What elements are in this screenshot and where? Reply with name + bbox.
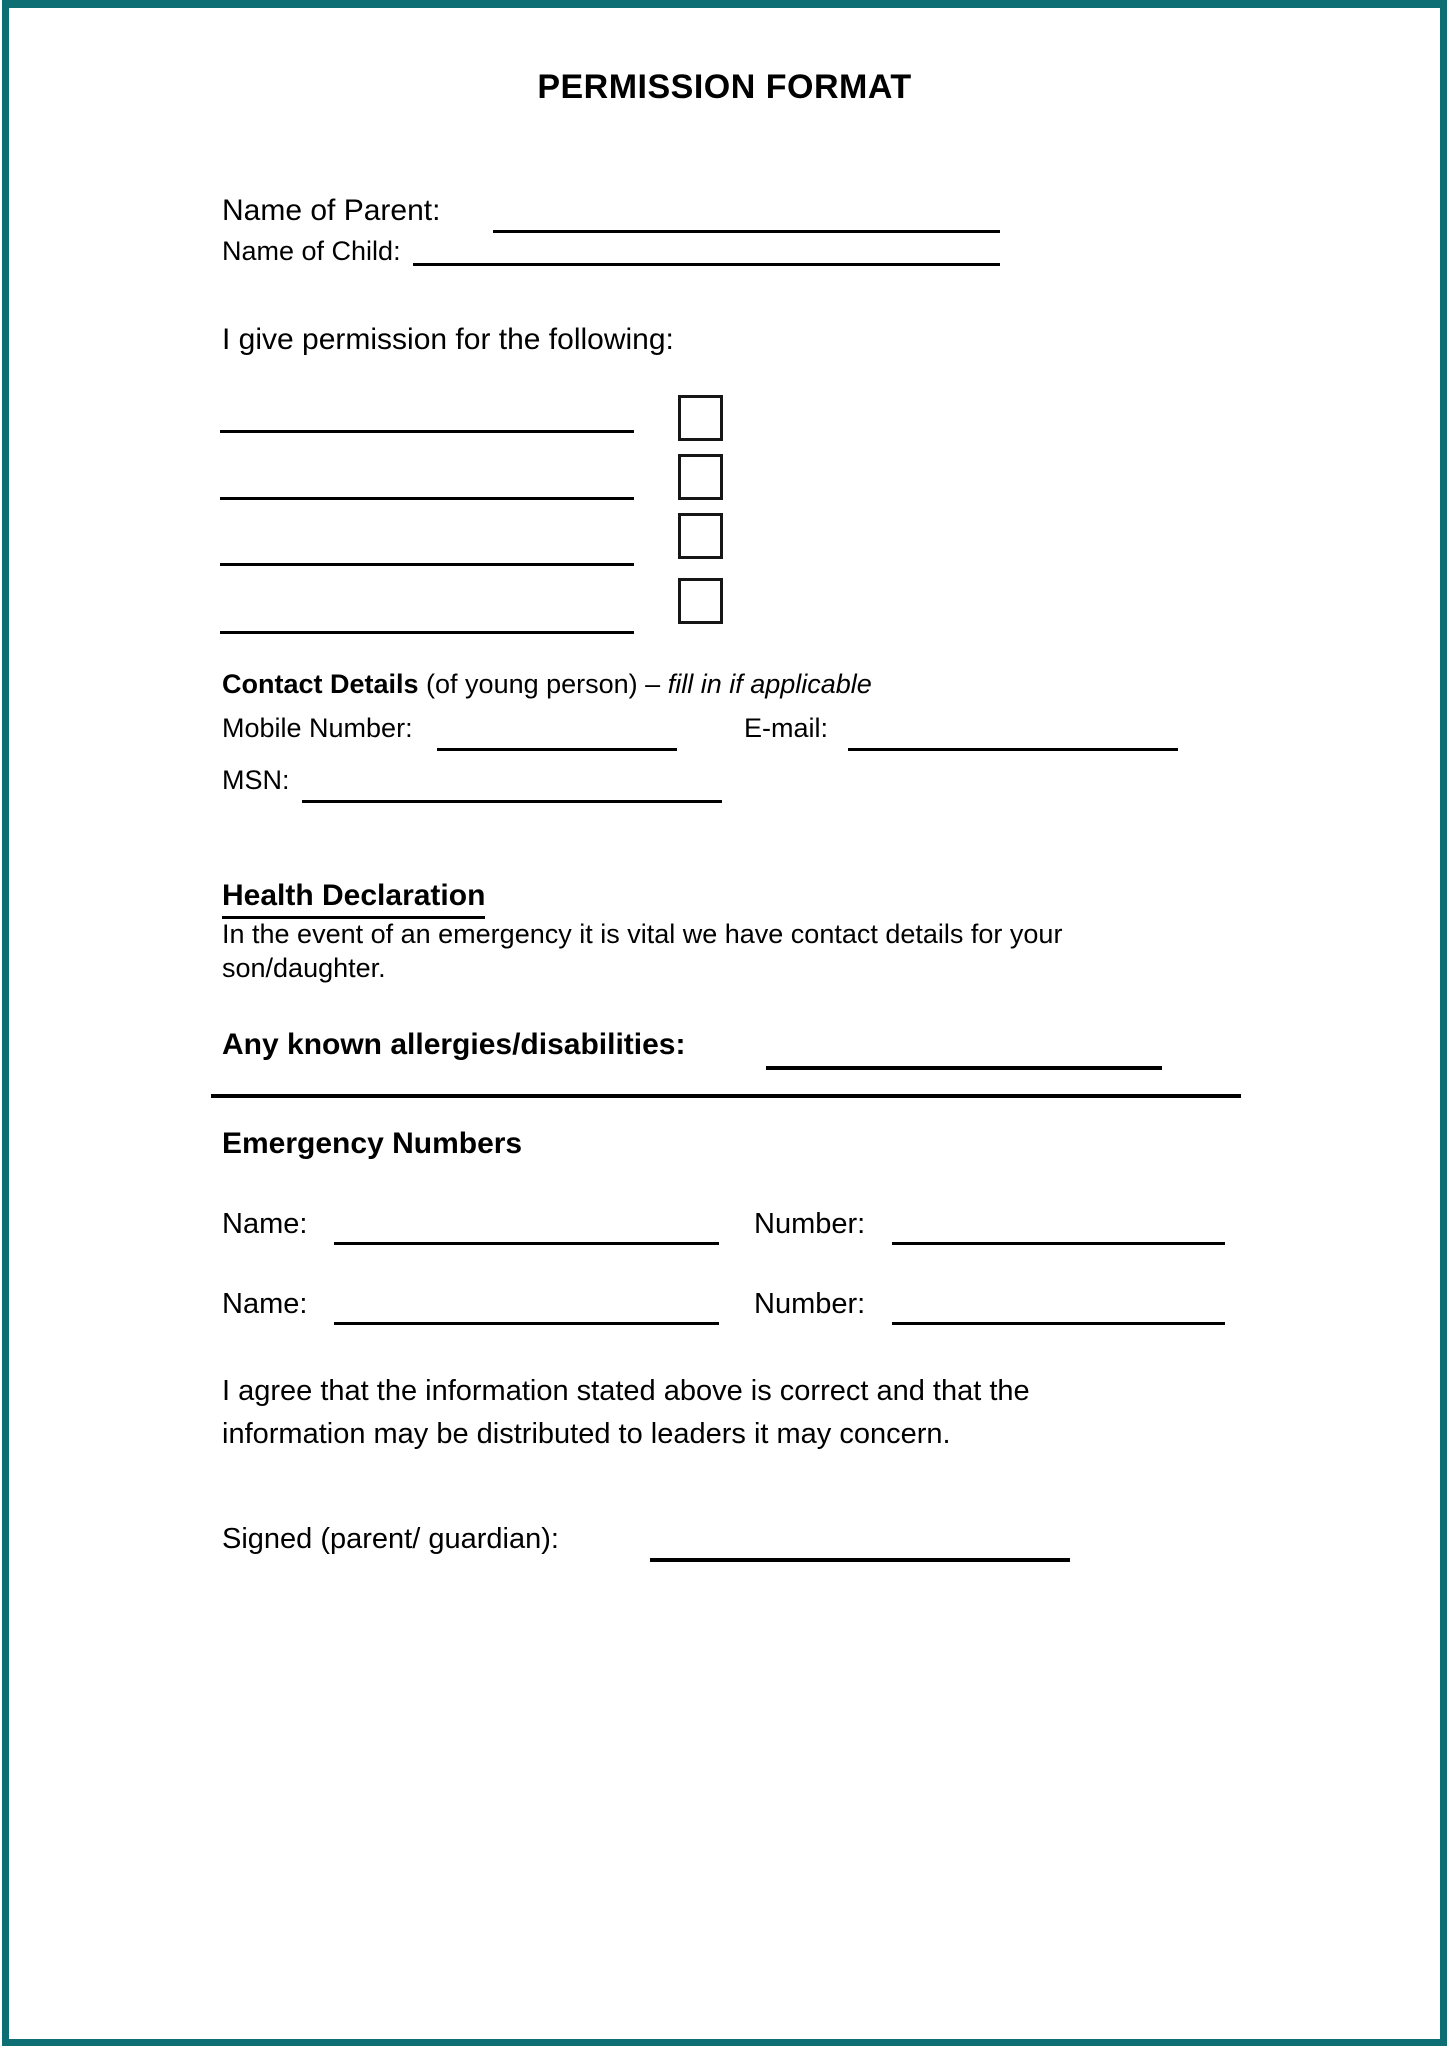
parent-name-label: Name of Parent: xyxy=(222,194,441,227)
health-declaration-heading xyxy=(222,881,485,911)
health-body-line: son/daughter. xyxy=(222,953,386,983)
parent-name-field[interactable] xyxy=(493,230,1000,233)
permission-checkbox[interactable] xyxy=(678,395,723,441)
contact-details-heading-bold: Contact Details xyxy=(222,669,419,699)
allergies-field[interactable] xyxy=(766,1066,1162,1070)
contact-details-heading-normal: (of young person) – xyxy=(418,669,668,699)
msn-field[interactable] xyxy=(302,800,722,803)
permission-line-field[interactable] xyxy=(220,430,634,433)
signature-label: Signed (parent/ guardian): xyxy=(222,1523,559,1555)
agreement-text xyxy=(222,1370,1030,1456)
email-field[interactable] xyxy=(848,748,1178,751)
emergency-name-field[interactable] xyxy=(334,1242,719,1245)
agreement-line: information may be distributed to leaders it may concern. xyxy=(222,1418,951,1450)
health-body-line: In the event of an emergency it is vital we have contact details for your xyxy=(222,919,1063,949)
emergency-number-field[interactable] xyxy=(892,1242,1225,1245)
contact-details-heading-italic: fill in if applicable xyxy=(667,669,872,699)
child-name-field[interactable] xyxy=(413,263,1000,266)
permission-checkbox[interactable] xyxy=(678,454,723,500)
contact-details-heading xyxy=(222,671,872,698)
page-border xyxy=(2,0,1447,2046)
email-label: E-mail: xyxy=(744,713,829,743)
emergency-number-field[interactable] xyxy=(892,1322,1225,1325)
section-divider xyxy=(211,1094,1241,1098)
child-name-label: Name of Child: xyxy=(222,236,401,266)
permission-checkbox[interactable] xyxy=(678,578,723,624)
page-title: PERMISSION FORMAT xyxy=(537,68,912,106)
mobile-number-field[interactable] xyxy=(437,748,677,751)
permission-heading: I give permission for the following: xyxy=(222,323,674,356)
signature-field[interactable] xyxy=(650,1558,1070,1562)
emergency-name-label: Name: xyxy=(222,1288,308,1320)
agreement-line: I agree that the information stated above is correct and that the xyxy=(222,1375,1030,1407)
emergency-number-label: Number: xyxy=(754,1288,866,1320)
emergency-name-field[interactable] xyxy=(334,1322,719,1325)
mobile-number-label: Mobile Number: xyxy=(222,713,413,743)
emergency-number-label: Number: xyxy=(754,1208,866,1240)
permission-line-field[interactable] xyxy=(220,631,634,634)
permission-checkbox[interactable] xyxy=(678,513,723,559)
msn-label: MSN: xyxy=(222,765,290,795)
health-declaration-body xyxy=(222,917,1062,985)
health-declaration-heading-text: Health Declaration xyxy=(222,879,485,919)
permission-line-field[interactable] xyxy=(220,563,634,566)
permission-line-field[interactable] xyxy=(220,497,634,500)
emergency-name-label: Name: xyxy=(222,1208,308,1240)
emergency-numbers-heading: Emergency Numbers xyxy=(222,1127,523,1160)
allergies-label: Any known allergies/disabilities: xyxy=(222,1028,686,1061)
